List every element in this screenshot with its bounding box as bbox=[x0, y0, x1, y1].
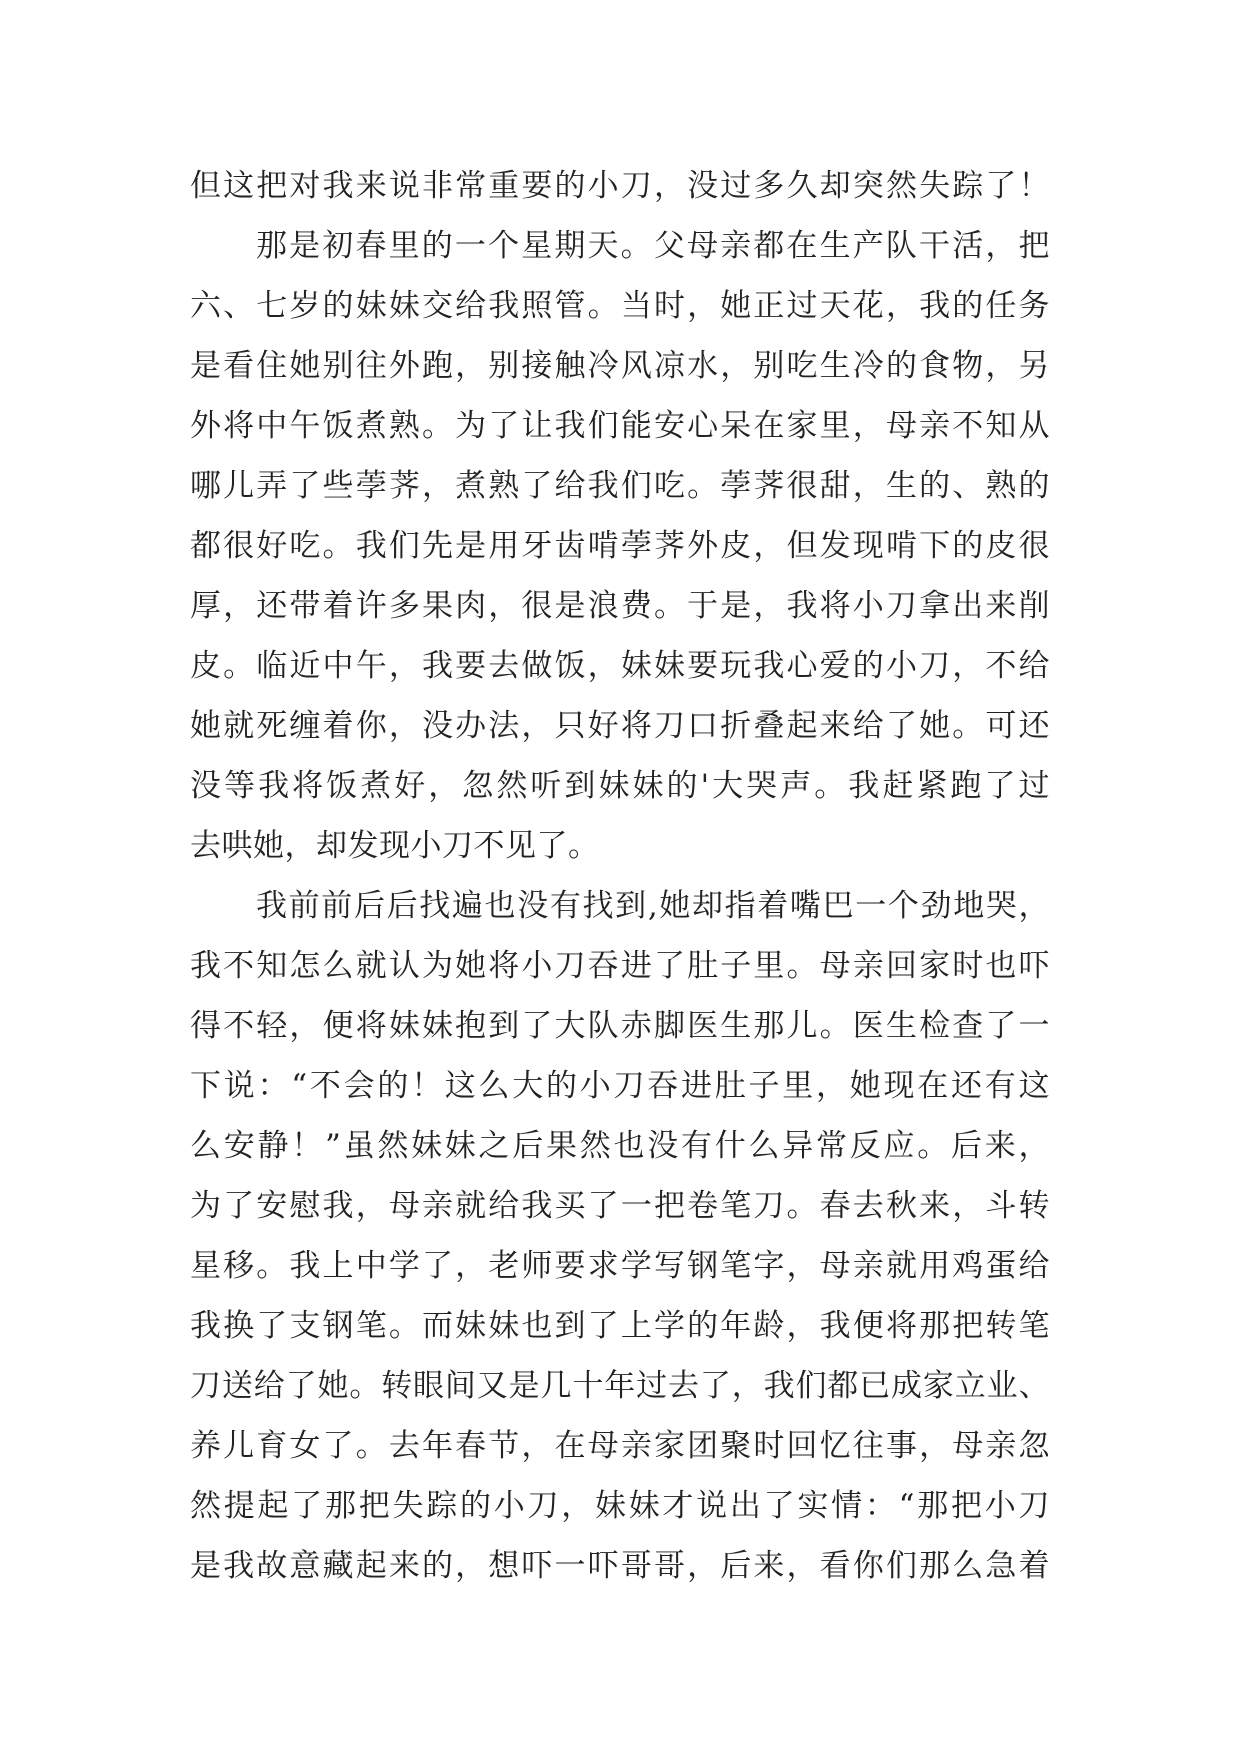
paragraph-last-line: 去哄她，却发现小刀不见了。 bbox=[190, 828, 600, 864]
text-line: 没等我将饭煮好，忽然听到妹妹的'大哭声。我赶紧跑了过 bbox=[190, 768, 1050, 804]
text-line: 星移。我上中学了，老师要求学写钢笔字，母亲就用鸡蛋给 bbox=[190, 1248, 1050, 1284]
text-line: 厚，还带着许多果肉，很是浪费。于是，我将小刀拿出来削 bbox=[190, 588, 1050, 624]
text-line: 是看住她别往外跑，别接触冷风凉水，别吃生冷的食物，另 bbox=[190, 348, 1050, 384]
text-line: 都很好吃。我们先是用牙齿啃荸荠外皮，但发现啃下的皮很 bbox=[190, 528, 1050, 564]
text-line: 是我故意藏起来的，想吓一吓哥哥，后来，看你们那么急着 bbox=[190, 1548, 1050, 1584]
text-line: 养儿育女了。去年春节，在母亲家团聚时回忆往事，母亲忽 bbox=[190, 1428, 1050, 1464]
text-line: 皮。临近中午，我要去做饭，妹妹要玩我心爱的小刀，不给 bbox=[190, 648, 1050, 684]
paragraph-first-line: 那是初春里的一个星期天。父母亲都在生产队干活，把 bbox=[256, 228, 1050, 264]
text-line: 为了安慰我，母亲就给我买了一把卷笔刀。春去秋来，斗转 bbox=[190, 1188, 1050, 1224]
text-line: 她就死缠着你，没办法，只好将刀口折叠起来给了她。可还 bbox=[190, 708, 1050, 744]
text-line: 我换了支钢笔。而妹妹也到了上学的年龄，我便将那把转笔 bbox=[190, 1308, 1050, 1344]
text-line: 然提起了那把失踪的小刀，妹妹才说出了实情：“那把小刀 bbox=[190, 1488, 1050, 1524]
text-line: 下说：“不会的！这么大的小刀吞进肚子里，她现在还有这 bbox=[190, 1068, 1050, 1104]
text-line: 哪儿弄了些荸荠，煮熟了给我们吃。荸荠很甜，生的、熟的 bbox=[190, 468, 1050, 504]
text-line: 但这把对我来说非常重要的小刀，没过多久却突然失踪了！ bbox=[190, 168, 1050, 204]
text-line: 外将中午饭煮熟。为了让我们能安心呆在家里，母亲不知从 bbox=[190, 408, 1050, 444]
text-line: 得不轻，便将妹妹抱到了大队赤脚医生那儿。医生检查了一 bbox=[190, 1008, 1050, 1044]
text-line: 我不知怎么就认为她将小刀吞进了肚子里。母亲回家时也吓 bbox=[190, 948, 1050, 984]
text-line: 六、七岁的妹妹交给我照管。当时，她正过天花，我的任务 bbox=[190, 288, 1050, 324]
text-line: 刀送给了她。转眼间又是几十年过去了，我们都已成家立业、 bbox=[190, 1368, 1050, 1404]
text-line: 么安静！”虽然妹妹之后果然也没有什么异常反应。后来， bbox=[190, 1128, 1050, 1164]
paragraph-first-line: 我前前后后找遍也没有找到,她却指着嘴巴一个劲地哭， bbox=[256, 888, 1050, 924]
